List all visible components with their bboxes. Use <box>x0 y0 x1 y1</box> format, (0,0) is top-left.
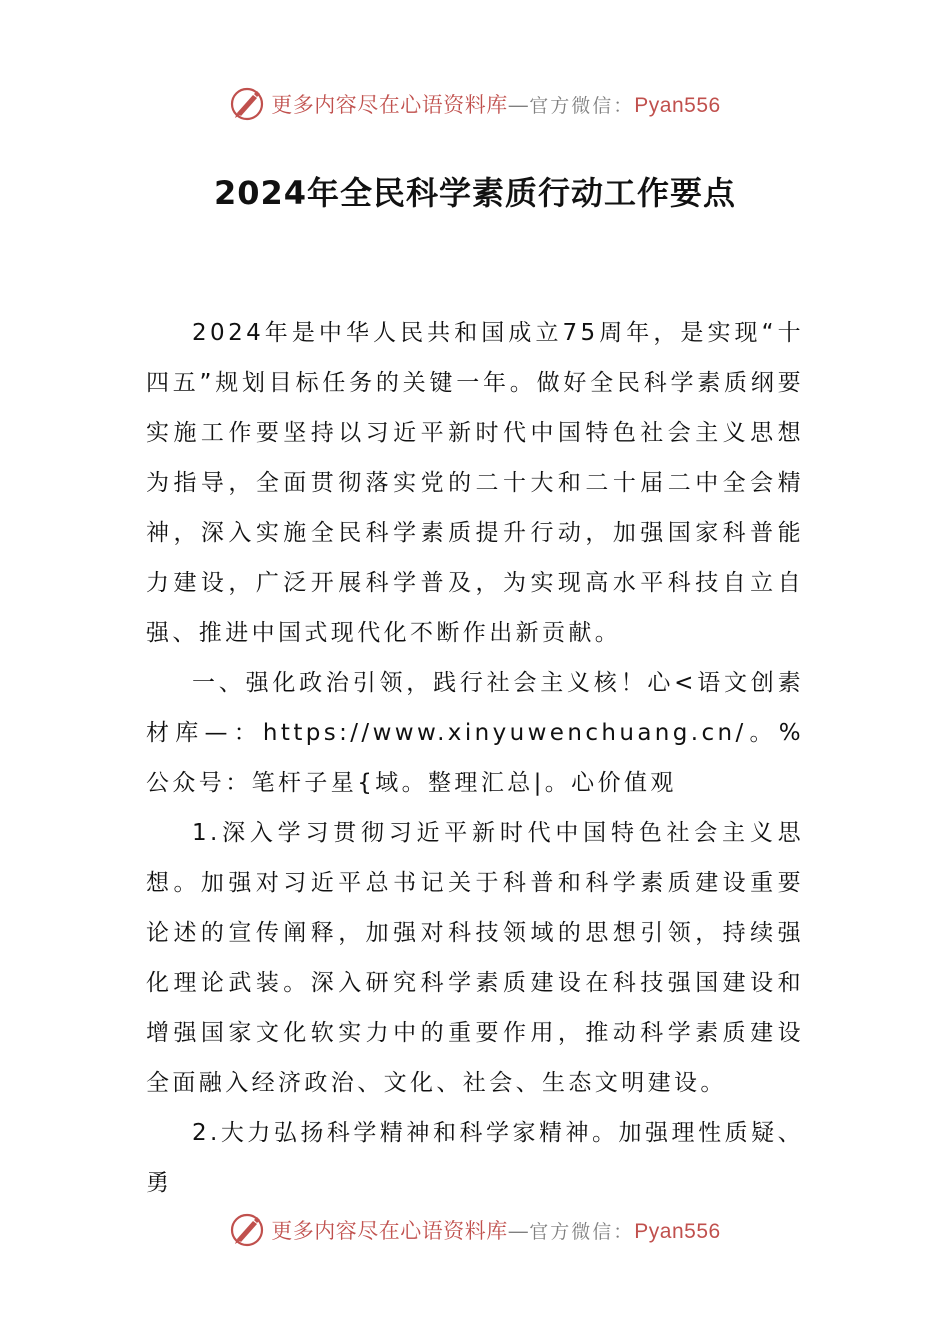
watermark-official: 官方微信： <box>529 95 635 117</box>
footer-watermark <box>0 1210 950 1250</box>
paragraph: 1.深入学习贯彻习近平新时代中国特色社会主义思想。加强对习近平总书记关于科普和科学素质建设重要论述的宣传阐释，加强对科技领域的思想引领，持续强化理论武装。深入研究科学素质建设在科技强国建设和增强国家文化软实力中的重要作用，推动科学素质建设全面融入经济政治、文化、社会、生态文明建设。 <box>146 820 804 1096</box>
header-watermark <box>0 84 950 124</box>
document-body <box>146 308 804 1208</box>
paragraph: 一、强化政治引领，践行社会主义核！心<语文创素材库—：https://www.xinyuwenchuang.cn/。%公众号：笔杆子星{域。整理汇总|。心价值观 <box>146 670 804 796</box>
watermark-dash: — <box>507 1219 530 1243</box>
document-title: 2024年全民科学素质行动工作要点 <box>213 174 737 212</box>
pen-circle-icon <box>229 1212 265 1248</box>
watermark-official: 官方微信： <box>529 1221 635 1243</box>
watermark-main: 更多内容尽在心语资料库 <box>271 1219 508 1243</box>
watermark-id: Pyan556 <box>634 94 721 117</box>
watermark-main: 更多内容尽在心语资料库 <box>271 93 508 117</box>
watermark-text <box>271 89 720 119</box>
paragraph: 2024年是中华人民共和国成立75周年，是实现“十四五”规划目标任务的关键一年。做好全民科学素质纲要实施工作要坚持以习近平新时代中国特色社会主义思想为指导，全面贯彻落实党的二十大和二十届二中全会精神，深入实施全民科学素质提升行动，加强国家科普能力建设，广泛开展科学普及，为实现高水平科技自立自强、推进中国式现代化不断作出新贡献。 <box>146 320 804 646</box>
watermark-id: Pyan556 <box>634 1220 721 1243</box>
watermark-dash: — <box>507 93 530 117</box>
paragraph: 2.大力弘扬科学精神和科学家精神。加强理性质疑、勇 <box>146 1120 804 1196</box>
watermark-text <box>271 1215 720 1245</box>
pen-circle-icon <box>229 86 265 122</box>
